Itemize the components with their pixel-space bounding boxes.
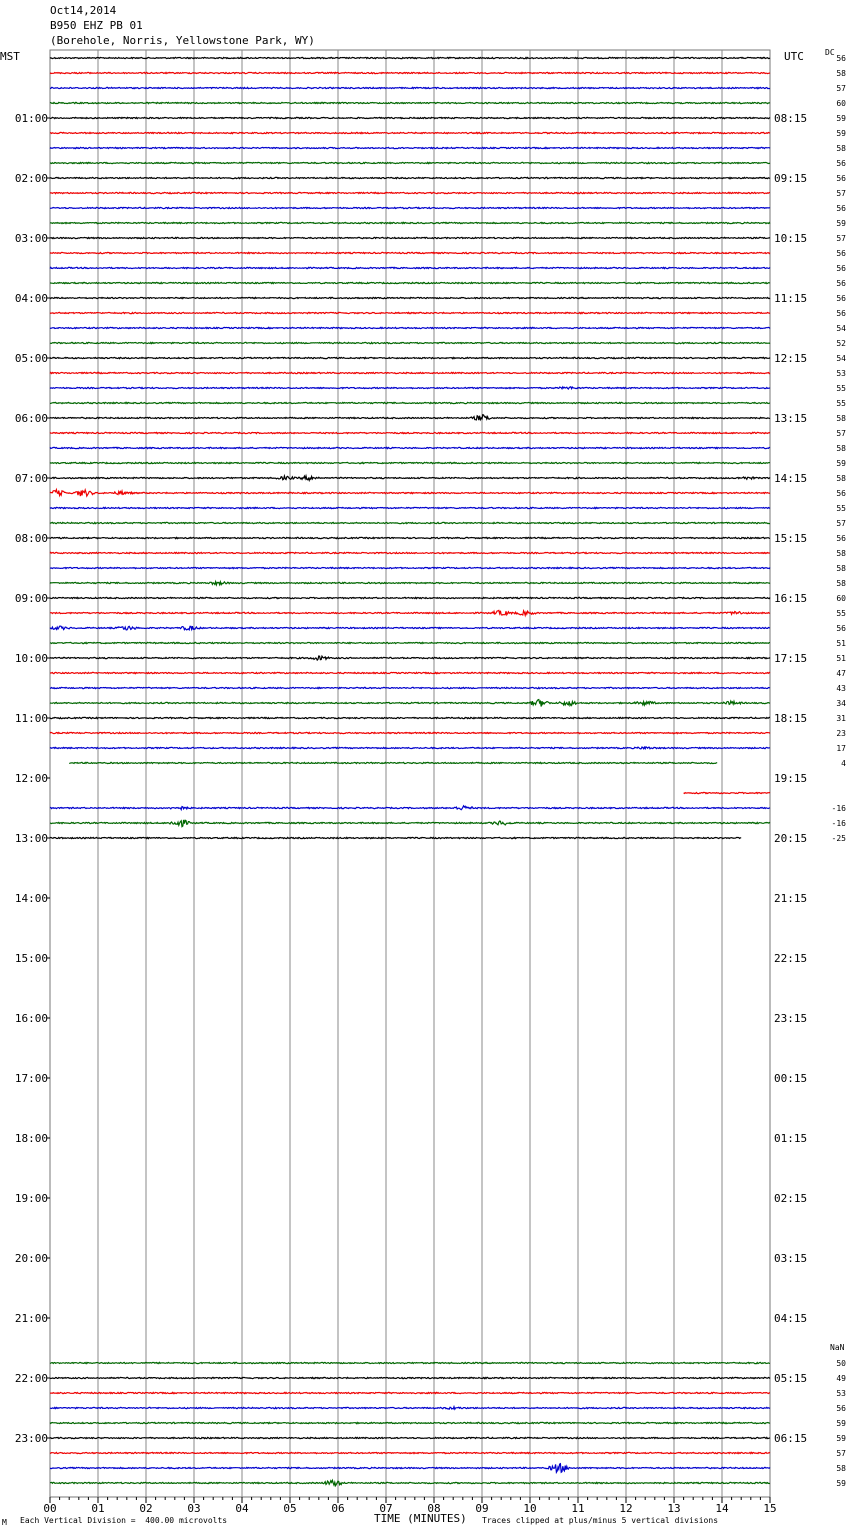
dc-offset-value: 55 (836, 399, 846, 408)
trace-row-88 (50, 1377, 770, 1378)
dc-offset-value: 23 (836, 729, 846, 738)
dc-offset-value: 56 (836, 624, 846, 633)
mst-hour-label: 10:00 (14, 652, 48, 665)
dc-offset-value: 57 (836, 234, 846, 243)
dc-offset-value: 56 (836, 534, 846, 543)
dc-offset-value: 49 (836, 1374, 846, 1383)
mst-hour-label: 12:00 (14, 772, 48, 785)
utc-hour-label: 18:15 (774, 712, 808, 725)
trace-row-6 (50, 147, 770, 148)
dc-offset-value: 55 (836, 384, 846, 393)
dc-offset-value: 43 (836, 684, 846, 693)
dc-offset-value: -16 (831, 819, 846, 828)
trace-row-93 (50, 1452, 770, 1453)
dc-offset-value: 51 (836, 639, 846, 648)
dc-offset-value: 57 (836, 519, 846, 528)
x-axis-title: TIME (MINUTES) (374, 1512, 467, 1525)
trace-row-2 (50, 87, 770, 88)
trace-row-13 (50, 252, 770, 253)
utc-hour-label: 20:15 (774, 832, 808, 845)
mst-hour-label: 09:00 (14, 592, 48, 605)
mst-hour-label: 16:00 (14, 1012, 48, 1025)
x-tick-label: 08 (427, 1502, 441, 1515)
trace-row-10 (50, 207, 770, 208)
dc-offset-value: 57 (836, 429, 846, 438)
trace-row-4 (50, 117, 770, 118)
utc-hour-label: 13:15 (774, 412, 808, 425)
dc-offset-value: 47 (836, 669, 846, 678)
dc-offset-value: 59 (836, 129, 846, 138)
trace-row-15 (50, 282, 770, 283)
dc-offset-value: 58 (836, 474, 846, 483)
dc-offset-value: 17 (836, 744, 846, 753)
trace-row-14 (50, 267, 770, 268)
mst-hour-label: 21:00 (14, 1312, 48, 1325)
utc-hour-label: 05:15 (774, 1372, 808, 1385)
trace-row-89 (50, 1392, 770, 1393)
trace-row-22 (50, 387, 770, 389)
trace-row-49 (684, 792, 770, 793)
utc-hour-label: 10:15 (774, 232, 808, 245)
dc-offset-value: 57 (836, 1449, 846, 1458)
trace-row-52 (50, 837, 741, 838)
mst-hour-label: 05:00 (14, 352, 48, 365)
dc-offset-value: 58 (836, 549, 846, 558)
trace-row-12 (50, 237, 770, 238)
dc-offset-value: 56 (836, 489, 846, 498)
x-axis (15, 112, 807, 1515)
utc-hour-label: 19:15 (774, 772, 808, 785)
utc-hour-label: 17:15 (774, 652, 808, 665)
trace-row-29 (50, 490, 770, 497)
trace-row-28 (50, 476, 770, 480)
trace-row-36 (50, 597, 770, 598)
trace-row-34 (50, 567, 770, 568)
dc-offset-value: 59 (836, 1479, 846, 1488)
trace-row-47 (69, 762, 717, 763)
trace-row-43 (50, 700, 770, 707)
right-timezone-label: UTC (784, 50, 804, 63)
trace-row-50 (50, 806, 770, 810)
x-tick-label: 10 (523, 1502, 537, 1515)
dc-offset-value: 58 (836, 579, 846, 588)
dc-offset-value: 54 (836, 354, 846, 363)
dc-offset-value: 58 (836, 144, 846, 153)
trace-row-30 (50, 507, 770, 508)
utc-hour-label: 01:15 (774, 1132, 808, 1145)
utc-hour-label: 21:15 (774, 892, 808, 905)
utc-hour-label: 15:15 (774, 532, 808, 545)
mst-hour-label: 03:00 (14, 232, 48, 245)
clip-note: Traces clipped at plus/minus 5 vertical divisions (482, 1516, 719, 1525)
dc-offset-value: 59 (836, 1434, 846, 1443)
mst-hour-label: 13:00 (14, 832, 48, 845)
dc-offset-value: 56 (836, 264, 846, 273)
mst-hour-label: 04:00 (14, 292, 48, 305)
trace-row-23 (50, 402, 770, 403)
trace-row-9 (50, 192, 770, 193)
trace-row-91 (50, 1422, 770, 1423)
dc-offset-value: 50 (836, 1359, 846, 1368)
utc-hour-label: 22:15 (774, 952, 808, 965)
dc-offset-value: 34 (836, 699, 846, 708)
trace-row-3 (50, 102, 770, 103)
nan-label: NaN (830, 1343, 845, 1352)
trace-row-90 (50, 1407, 770, 1410)
dc-offset-value: 60 (836, 594, 846, 603)
mst-hour-label: 11:00 (14, 712, 48, 725)
trace-row-35 (50, 582, 770, 585)
trace-row-87 (50, 1362, 770, 1363)
utc-hour-label: 11:15 (774, 292, 808, 305)
dc-offset-value: 57 (836, 189, 846, 198)
utc-hour-label: 23:15 (774, 1012, 808, 1025)
dc-offset-value: 56 (836, 279, 846, 288)
trace-row-46 (50, 747, 770, 749)
dc-offset-value: 56 (836, 54, 846, 63)
x-tick-label: 03 (187, 1502, 201, 1515)
utc-hour-label: 06:15 (774, 1432, 808, 1445)
trace-row-94 (50, 1464, 770, 1473)
scale-note: Each Vertical Division = 400.00 microvolts (20, 1516, 228, 1525)
trace-row-51 (50, 820, 770, 827)
left-timezone-label: MST (0, 50, 20, 63)
dc-offset-value: 54 (836, 324, 846, 333)
trace-row-18 (50, 327, 770, 328)
utc-hour-label: 08:15 (774, 112, 808, 125)
trace-row-16 (50, 297, 770, 298)
x-tick-label: 06 (331, 1502, 345, 1515)
trace-row-37 (50, 610, 770, 615)
dc-offset-value: 56 (836, 249, 846, 258)
dc-offset-value: 53 (836, 1389, 846, 1398)
trace-row-40 (50, 656, 770, 660)
trace-row-39 (50, 642, 770, 643)
x-tick-label: 00 (43, 1502, 57, 1515)
mst-hour-label: 07:00 (14, 472, 48, 485)
utc-hour-label: 02:15 (774, 1192, 808, 1205)
mst-hour-label: 06:00 (14, 412, 48, 425)
trace-row-8 (50, 177, 770, 178)
dc-offset-value: 56 (836, 204, 846, 213)
dc-offset-value: 59 (836, 459, 846, 468)
dc-offset-value: -25 (831, 834, 846, 843)
dc-offset-value: 58 (836, 69, 846, 78)
utc-hour-label: 14:15 (774, 472, 808, 485)
plot-frame (50, 50, 770, 1497)
dc-offset-value: 58 (836, 1464, 846, 1473)
dc-offset-value: 58 (836, 414, 846, 423)
trace-row-31 (50, 522, 770, 523)
dc-offset-value: 56 (836, 1404, 846, 1413)
trace-row-0 (50, 57, 770, 58)
dc-offset-labels (832, 54, 847, 1488)
dc-offset-value: 60 (836, 99, 846, 108)
mst-hour-label: 18:00 (14, 1132, 48, 1145)
utc-hour-label: 09:15 (774, 172, 808, 185)
trace-row-20 (50, 357, 770, 358)
trace-row-1 (50, 72, 770, 73)
station-location: (Borehole, Norris, Yellowstone Park, WY) (50, 34, 315, 47)
dc-offset-value: 58 (836, 564, 846, 573)
mst-hour-label: 17:00 (14, 1072, 48, 1085)
x-tick-label: 05 (283, 1502, 297, 1515)
trace-row-95 (50, 1480, 770, 1485)
x-tick-label: 07 (379, 1502, 393, 1515)
mst-hour-label: 08:00 (14, 532, 48, 545)
x-tick-label: 15 (763, 1502, 777, 1515)
utc-hour-label: 04:15 (774, 1312, 808, 1325)
dc-offset-value: 55 (836, 504, 846, 513)
utc-hour-label: 03:15 (774, 1252, 808, 1265)
mst-hour-label: 20:00 (14, 1252, 48, 1265)
dc-offset-value: 57 (836, 84, 846, 93)
mst-hour-label: 01:00 (14, 112, 48, 125)
mst-hour-label: 14:00 (14, 892, 48, 905)
trace-row-33 (50, 552, 770, 553)
trace-row-17 (50, 312, 770, 313)
trace-row-21 (50, 372, 770, 373)
mst-hour-label: 19:00 (14, 1192, 48, 1205)
x-tick-label: 12 (619, 1502, 633, 1515)
x-tick-label: 11 (571, 1502, 585, 1515)
dc-offset-value: 31 (836, 714, 846, 723)
x-tick-label: 04 (235, 1502, 249, 1515)
dc-offset-value: 4 (841, 759, 846, 768)
trace-row-7 (50, 162, 770, 163)
trace-row-42 (50, 687, 770, 688)
trace-row-19 (50, 342, 770, 343)
x-tick-label: 13 (667, 1502, 681, 1515)
dc-offset-value: 56 (836, 174, 846, 183)
x-tick-label: 09 (475, 1502, 489, 1515)
x-tick-label: 02 (139, 1502, 153, 1515)
footer-mark: M (2, 1518, 7, 1527)
dc-offset-value: 53 (836, 369, 846, 378)
dc-offset-value: 56 (836, 159, 846, 168)
x-tick-label: 01 (91, 1502, 105, 1515)
utc-hour-label: 16:15 (774, 592, 808, 605)
dc-offset-value: 58 (836, 444, 846, 453)
trace-row-26 (50, 447, 770, 448)
trace-row-38 (50, 626, 770, 630)
utc-hour-label: 00:15 (774, 1072, 808, 1085)
trace-row-5 (50, 132, 770, 133)
dc-offset-value: 59 (836, 219, 846, 228)
utc-hour-label: 12:15 (774, 352, 808, 365)
dc-offset-value: 52 (836, 339, 846, 348)
trace-row-11 (50, 222, 770, 223)
trace-row-44 (50, 717, 770, 718)
trace-row-45 (50, 732, 770, 733)
mst-hour-label: 15:00 (14, 952, 48, 965)
chart-date-title: Oct14,2014 (50, 4, 117, 17)
mst-hour-label: 22:00 (14, 1372, 48, 1385)
trace-row-41 (50, 672, 770, 673)
x-tick-label: 14 (715, 1502, 729, 1515)
station-id: B950 EHZ PB 01 (50, 19, 143, 32)
dc-offset-value: 51 (836, 654, 846, 663)
dc-column-label: DC (825, 48, 835, 57)
seismogram-traces (50, 57, 770, 1485)
dc-offset-value: 56 (836, 309, 846, 318)
minute-grid (50, 50, 770, 1497)
dc-offset-value: 59 (836, 1419, 846, 1428)
mst-hour-label: 23:00 (14, 1432, 48, 1445)
dc-offset-value: 59 (836, 114, 846, 123)
dc-offset-value: -16 (831, 804, 846, 813)
trace-row-27 (50, 462, 770, 463)
trace-row-92 (50, 1437, 770, 1438)
trace-row-32 (50, 537, 770, 538)
mst-hour-label: 02:00 (14, 172, 48, 185)
trace-row-24 (50, 415, 770, 420)
dc-offset-value: 55 (836, 609, 846, 618)
trace-row-25 (50, 432, 770, 433)
dc-offset-value: 56 (836, 294, 846, 303)
